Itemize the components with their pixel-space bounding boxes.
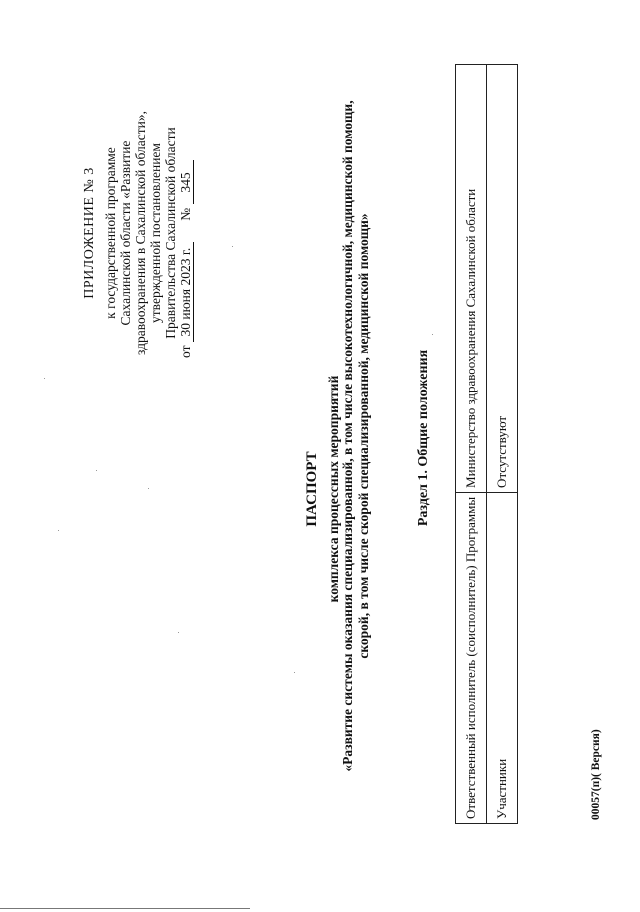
general-provisions-table-wrap	[455, 64, 517, 824]
passport-name-line2: скорой, в том числе скорой специализированной, медицинской помощи»	[356, 213, 371, 659]
approval-date: 30 июня 2023 г.	[178, 242, 194, 342]
table-row	[487, 65, 518, 824]
approval-line: утвержденной постановлением	[148, 143, 163, 323]
approval-line: здравоохранения в Сахалинской области»,	[133, 111, 148, 355]
passport-title: ПАСПОРТ	[304, 451, 320, 527]
approval-line: Сахалинской области «Развитие	[118, 140, 133, 326]
table-cell-label: Участники	[487, 492, 518, 823]
approval-line: к государственной программе	[103, 147, 118, 319]
scan-speck	[148, 488, 149, 489]
scan-speck	[232, 246, 233, 247]
section-title	[416, 338, 432, 538]
date-prefix: от	[178, 345, 193, 358]
table-cell-value: Отсутствуют	[487, 65, 518, 493]
general-provisions-table	[455, 64, 518, 824]
approval-line: Правительства Сахалинской области	[163, 127, 178, 339]
scan-speck	[58, 530, 59, 531]
appendix-title: ПРИЛОЖЕНИЕ № 3	[82, 167, 97, 299]
scan-edge-line	[0, 908, 250, 909]
approval-block	[82, 108, 194, 358]
number-sign: №	[178, 207, 193, 221]
scan-speck	[294, 672, 295, 673]
footer-code	[590, 700, 602, 820]
passport-name-line1: «Развитие системы оказания специализированной, в том числе высокотехнологичной, медицинской помощи,	[340, 100, 355, 772]
scan-speck	[44, 378, 45, 379]
footer-code-text: 00057(п)( Версия)	[590, 729, 602, 820]
approval-number: 345	[178, 161, 194, 205]
approval-signature-line	[178, 108, 194, 358]
scan-speck	[178, 632, 179, 633]
table-cell-label: Ответственный исполнитель (соисполнитель) Программы	[456, 492, 487, 823]
table-cell-value: Министерство здравоохранения Сахалинской области	[456, 65, 487, 493]
scan-speck	[96, 470, 97, 471]
section-title-text: Раздел 1. Общие положения	[416, 349, 431, 527]
scan-speck	[432, 334, 433, 335]
passport-subtitle: комплекса процессных мероприятий	[326, 375, 341, 603]
passport-name-block	[340, 36, 372, 836]
table-row	[456, 65, 487, 824]
passport-title-block	[302, 274, 322, 704]
